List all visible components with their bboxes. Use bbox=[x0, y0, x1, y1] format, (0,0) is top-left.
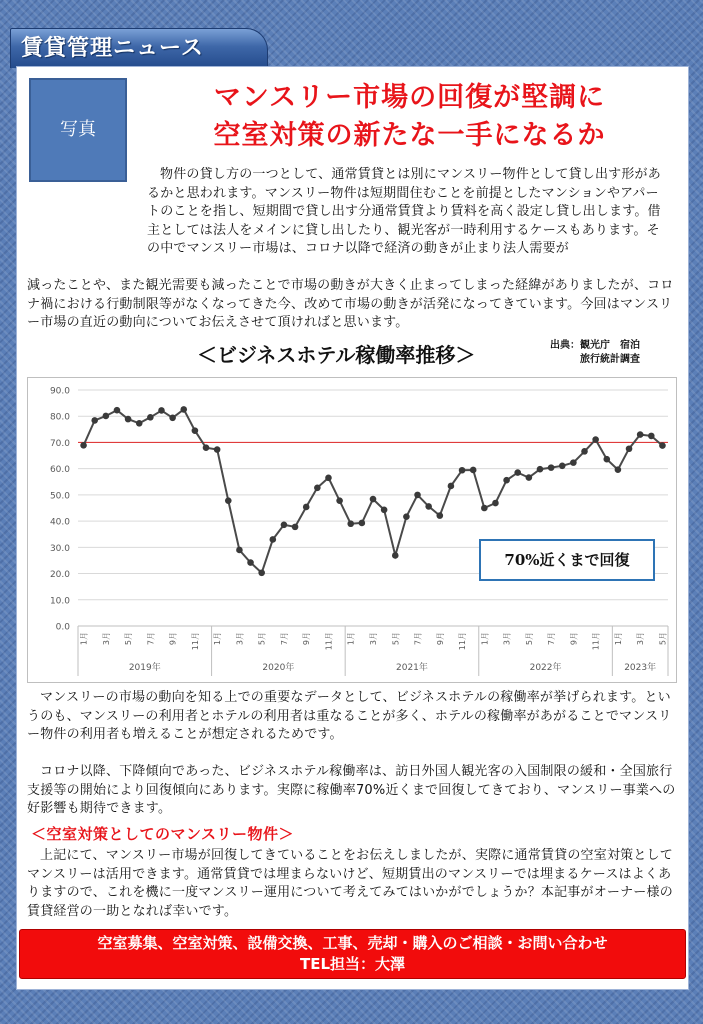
x-tick-label: 3月 bbox=[502, 632, 512, 646]
data-point bbox=[659, 442, 666, 449]
data-point bbox=[91, 417, 98, 424]
data-point bbox=[325, 475, 332, 482]
data-point bbox=[370, 496, 377, 503]
y-tick-label: 90.0 bbox=[49, 386, 70, 397]
data-point bbox=[147, 414, 154, 421]
x-tick-label: 3月 bbox=[235, 632, 245, 646]
x-tick-label: 5月 bbox=[124, 632, 134, 646]
data-point bbox=[548, 464, 555, 471]
headline bbox=[137, 79, 682, 155]
data-point bbox=[203, 444, 210, 451]
data-point bbox=[303, 504, 310, 511]
data-point bbox=[258, 569, 265, 576]
x-tick-label: 9月 bbox=[302, 632, 312, 646]
y-tick-label: 80.0 bbox=[49, 412, 70, 423]
x-tick-label: 1月 bbox=[213, 632, 223, 646]
data-point bbox=[470, 467, 477, 474]
intro-paragraph-1: 物件の貸し方の一つとして、通常賃貸とは別にマンスリー物件として貸し出す形があるかと思われます。マンスリー物件は短期間住むことを前提としたマンションやアパートのことを指し、短期間で貸し出す分通常賃貸より賃料を高く設定し貸し出します。借主としては法人をメインに貸し出したり、観光客が一時利用するケースもあります。その中でマンスリー市場は、コロナ以降で経済の動きが止まり法人需要が bbox=[147, 167, 661, 256]
x-tick-label: 3月 bbox=[369, 632, 378, 646]
data-point bbox=[314, 485, 321, 492]
x-tick-label: 5月 bbox=[391, 632, 401, 646]
x-tick-label: 7月 bbox=[547, 632, 557, 646]
y-tick-label: 0.0 bbox=[55, 622, 70, 633]
x-tick-label: 9月 bbox=[168, 632, 178, 646]
year-label: 2022年 bbox=[529, 663, 562, 673]
chart-source-line-2: 旅行統計調査 bbox=[580, 354, 640, 365]
x-tick-label: 11月 bbox=[458, 632, 468, 651]
x-tick-label: 1月 bbox=[480, 632, 490, 646]
data-point bbox=[180, 406, 187, 413]
data-point bbox=[559, 462, 566, 469]
data-point bbox=[481, 505, 488, 512]
x-tick-label: 1月 bbox=[79, 632, 89, 646]
data-point bbox=[459, 467, 466, 474]
data-point bbox=[281, 521, 288, 528]
x-tick-label: 3月 bbox=[101, 632, 111, 646]
data-point bbox=[80, 442, 87, 449]
section-heading-vacancy: ＜空室対策としてのマンスリー物件＞ bbox=[31, 825, 295, 843]
data-point bbox=[336, 497, 343, 504]
data-point bbox=[425, 503, 432, 510]
data-point bbox=[214, 446, 221, 453]
data-point bbox=[581, 448, 588, 455]
newsletter-page bbox=[16, 66, 689, 990]
data-point bbox=[359, 520, 366, 527]
year-label: 2023年 bbox=[624, 663, 657, 673]
data-point bbox=[103, 413, 110, 420]
data-point bbox=[114, 407, 121, 414]
data-point bbox=[626, 445, 633, 452]
closing-paragraph: 上記にて、マンスリー市場が回復してきていることをお伝えしましたが、実際に通常賃貸の空室対策としてマンスリーは活用できます。通常賃貸では埋まらないけど、短期賃出のマンスリーでは埋まるケースはよくありますので、これを機に一度マンスリー運用について考えてみてはいかがでしょうか？本記事がオーナー様の賃貸経営の一助となれば幸いです。 bbox=[27, 848, 673, 919]
data-point bbox=[592, 436, 599, 443]
headline-line-2: 空室対策の新たな一手になるか bbox=[213, 120, 606, 151]
x-tick-label: 9月 bbox=[435, 632, 445, 646]
data-point bbox=[292, 524, 299, 531]
y-tick-label: 30.0 bbox=[49, 543, 70, 554]
chart-source bbox=[550, 339, 640, 367]
x-tick-label: 5月 bbox=[524, 632, 534, 646]
data-point bbox=[236, 547, 243, 554]
contact-services: 空室募集、空室対策、設備交換、工事、売却・購入のご相談・お問い合わせ bbox=[97, 934, 608, 952]
data-point bbox=[526, 474, 533, 481]
chart-source-line-1: 出典：観光庁 宿泊 bbox=[550, 340, 640, 351]
data-point bbox=[414, 492, 421, 499]
data-point bbox=[503, 477, 510, 484]
x-tick-label: 11月 bbox=[190, 632, 200, 651]
x-tick-label: 11月 bbox=[591, 632, 601, 651]
y-tick-label: 70.0 bbox=[49, 438, 70, 449]
year-label: 2019年 bbox=[128, 663, 161, 673]
contact-person: TEL担当：大澤 bbox=[299, 955, 406, 973]
x-tick-label: 1月 bbox=[613, 632, 623, 646]
x-tick-label: 7月 bbox=[146, 632, 156, 646]
x-tick-label: 3月 bbox=[636, 632, 646, 646]
x-tick-label: 7月 bbox=[279, 632, 289, 646]
data-point bbox=[347, 520, 354, 527]
data-point bbox=[514, 469, 521, 476]
data-point bbox=[158, 407, 165, 414]
headline-line-1: マンスリー市場の回復が堅調に bbox=[213, 82, 606, 113]
middle-paragraph-2: コロナ以降、下降傾向であった、ビジネスホテル稼働率は、訪日外国人観光客の入国制限の緩和・全国旅行支援等の開始により回復傾向にあります。実際に稼働率70%近くまで回復してきており、マンスリー事業への好影響も期待できます。 bbox=[27, 764, 676, 816]
data-point bbox=[192, 427, 199, 434]
header-tab-title: 賃貸管理ニュース bbox=[10, 28, 268, 68]
x-tick-label: 11月 bbox=[324, 632, 334, 651]
intro-paragraph-2: 減ったことや、また観光需要も減ったことで市場の動きが大きく止まってしまった経緯がありましたが、コロナ禍における行動制限等がなくなってきた今、改めて市場の動きが活発になってきています。今回はマンスリー市場の直近の動向についてお伝えさせて頂ければと思います。 bbox=[27, 278, 674, 330]
y-tick-label: 20.0 bbox=[49, 570, 70, 581]
year-label: 2021年 bbox=[396, 663, 428, 673]
data-point bbox=[169, 414, 176, 421]
data-point bbox=[492, 500, 499, 507]
occupancy-chart-svg bbox=[28, 378, 676, 682]
occupancy-chart bbox=[27, 377, 677, 683]
data-point bbox=[648, 433, 655, 440]
x-tick-label: 7月 bbox=[413, 632, 423, 646]
data-point bbox=[637, 431, 644, 438]
data-point bbox=[225, 497, 232, 504]
data-point bbox=[381, 507, 388, 514]
year-label: 2020年 bbox=[262, 663, 295, 673]
x-tick-label: 5月 bbox=[257, 632, 267, 646]
photo-placeholder: 写真 bbox=[29, 78, 127, 182]
data-point bbox=[270, 536, 277, 543]
data-point bbox=[615, 466, 622, 473]
data-point bbox=[403, 513, 410, 520]
data-point bbox=[570, 459, 577, 466]
y-tick-label: 60.0 bbox=[49, 465, 70, 476]
middle-paragraph-1: マンスリーの市場の動向を知る上での重要なデータとして、ビジネスホテルの稼働率が挙げられます。というのも、マンスリーの利用者とホテルの利用者は重なることが多く、ホテルの稼働率があがることでマンスリー物件の利用者も増えることが想定されるためです。 bbox=[27, 690, 672, 742]
data-point bbox=[448, 483, 455, 490]
x-tick-label: 5月 bbox=[658, 632, 668, 646]
data-point bbox=[136, 420, 143, 427]
recovery-callout: 70%近くまで回復 bbox=[479, 539, 655, 581]
chart-title: ＜ビジネスホテル稼働率推移＞ bbox=[197, 343, 476, 367]
y-tick-label: 40.0 bbox=[49, 517, 70, 528]
y-tick-label: 50.0 bbox=[49, 491, 70, 502]
x-tick-label: 1月 bbox=[346, 632, 356, 646]
data-point bbox=[392, 552, 399, 559]
x-tick-label: 9月 bbox=[569, 632, 579, 646]
contact-banner bbox=[19, 929, 686, 979]
data-point bbox=[537, 466, 544, 473]
y-tick-label: 10.0 bbox=[49, 596, 70, 607]
data-point bbox=[125, 416, 132, 423]
data-point bbox=[247, 559, 254, 566]
data-point bbox=[436, 512, 443, 519]
data-point bbox=[603, 456, 610, 463]
